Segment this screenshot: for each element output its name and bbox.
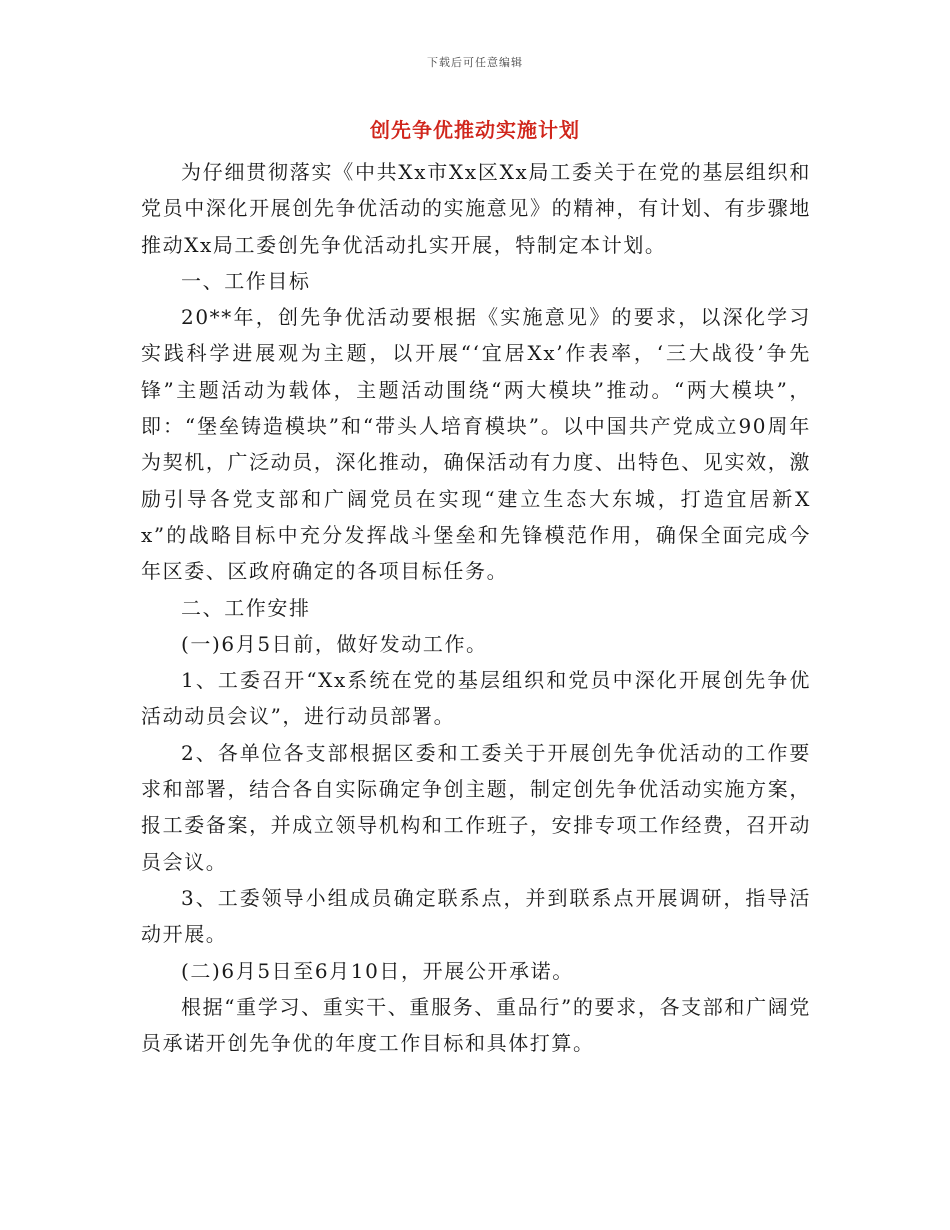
document-body — [141, 154, 811, 1061]
header-note: 下载后可任意编辑 — [427, 56, 523, 69]
paragraph-commitment: 根据“重学习、重实干、重服务、重品行”的要求，各支部和广阔党员承诺开创先争优的年度工作目标和具体打算。 — [141, 994, 811, 1056]
section-heading-arrangement: 二、工作安排 — [181, 595, 311, 620]
subheading-phase-1: (一)6月5日前，做好发动工作。 — [181, 631, 488, 656]
document-title: 创先争优推动实施计划 — [370, 118, 580, 142]
subheading-phase-2: (二)6月5日至6月10日，开展公开承诺。 — [181, 958, 574, 983]
paragraph-item-2: 2、各单位各支部根据区委和工委关于开展创先争优活动的工作要求和部署，结合各自实际确定争创主题，制定创先争优活动实施方案，报工委备案，并成立领导机构和工作班子，安排专项工作经费，召开动员会议。 — [141, 740, 811, 874]
paragraph-goals: 20**年，创先争优活动要根据《实施意见》的要求，以深化学习实践科学进展观为主题，以开展“‘宜居Xx’作表率，‘三大战役’争先锋”主题活动为载体，主题活动围绕“两大模块”推动。“两大模块”，即：“堡垒铸造模块”和“带头人培育模块”。以中国共产党成立90周年为契机，广泛动员，深化推动，确保活动有力度、出特色、见实效，激励引导各党支部和广阔党员在实现“建立生态大东城，打造宜居新Xx”的战略目标中充分发挥战斗堡垒和先锋模范作用，确保全面完成今年区委、区政府确定的各项目标任务。 — [141, 305, 811, 584]
paragraph-item-3: 3、工委领导小组成员确定联系点，并到联系点开展调研，指导活动开展。 — [141, 885, 811, 947]
paragraph-intro: 为仔细贯彻落实《中共Xx市Xx区Xx局工委关于在党的基层组织和党员中深化开展创先争优活动的实施意见》的精神，有计划、有步骤地推动Xx局工委创先争优活动扎实开展，特制定本计划。 — [141, 160, 811, 257]
paragraph-item-1: 1、工委召开“Xx系统在党的基层组织和党员中深化开展创先争优活动动员会议”，进行动员部署。 — [141, 668, 811, 729]
section-heading-goals: 一、工作目标 — [181, 268, 311, 293]
